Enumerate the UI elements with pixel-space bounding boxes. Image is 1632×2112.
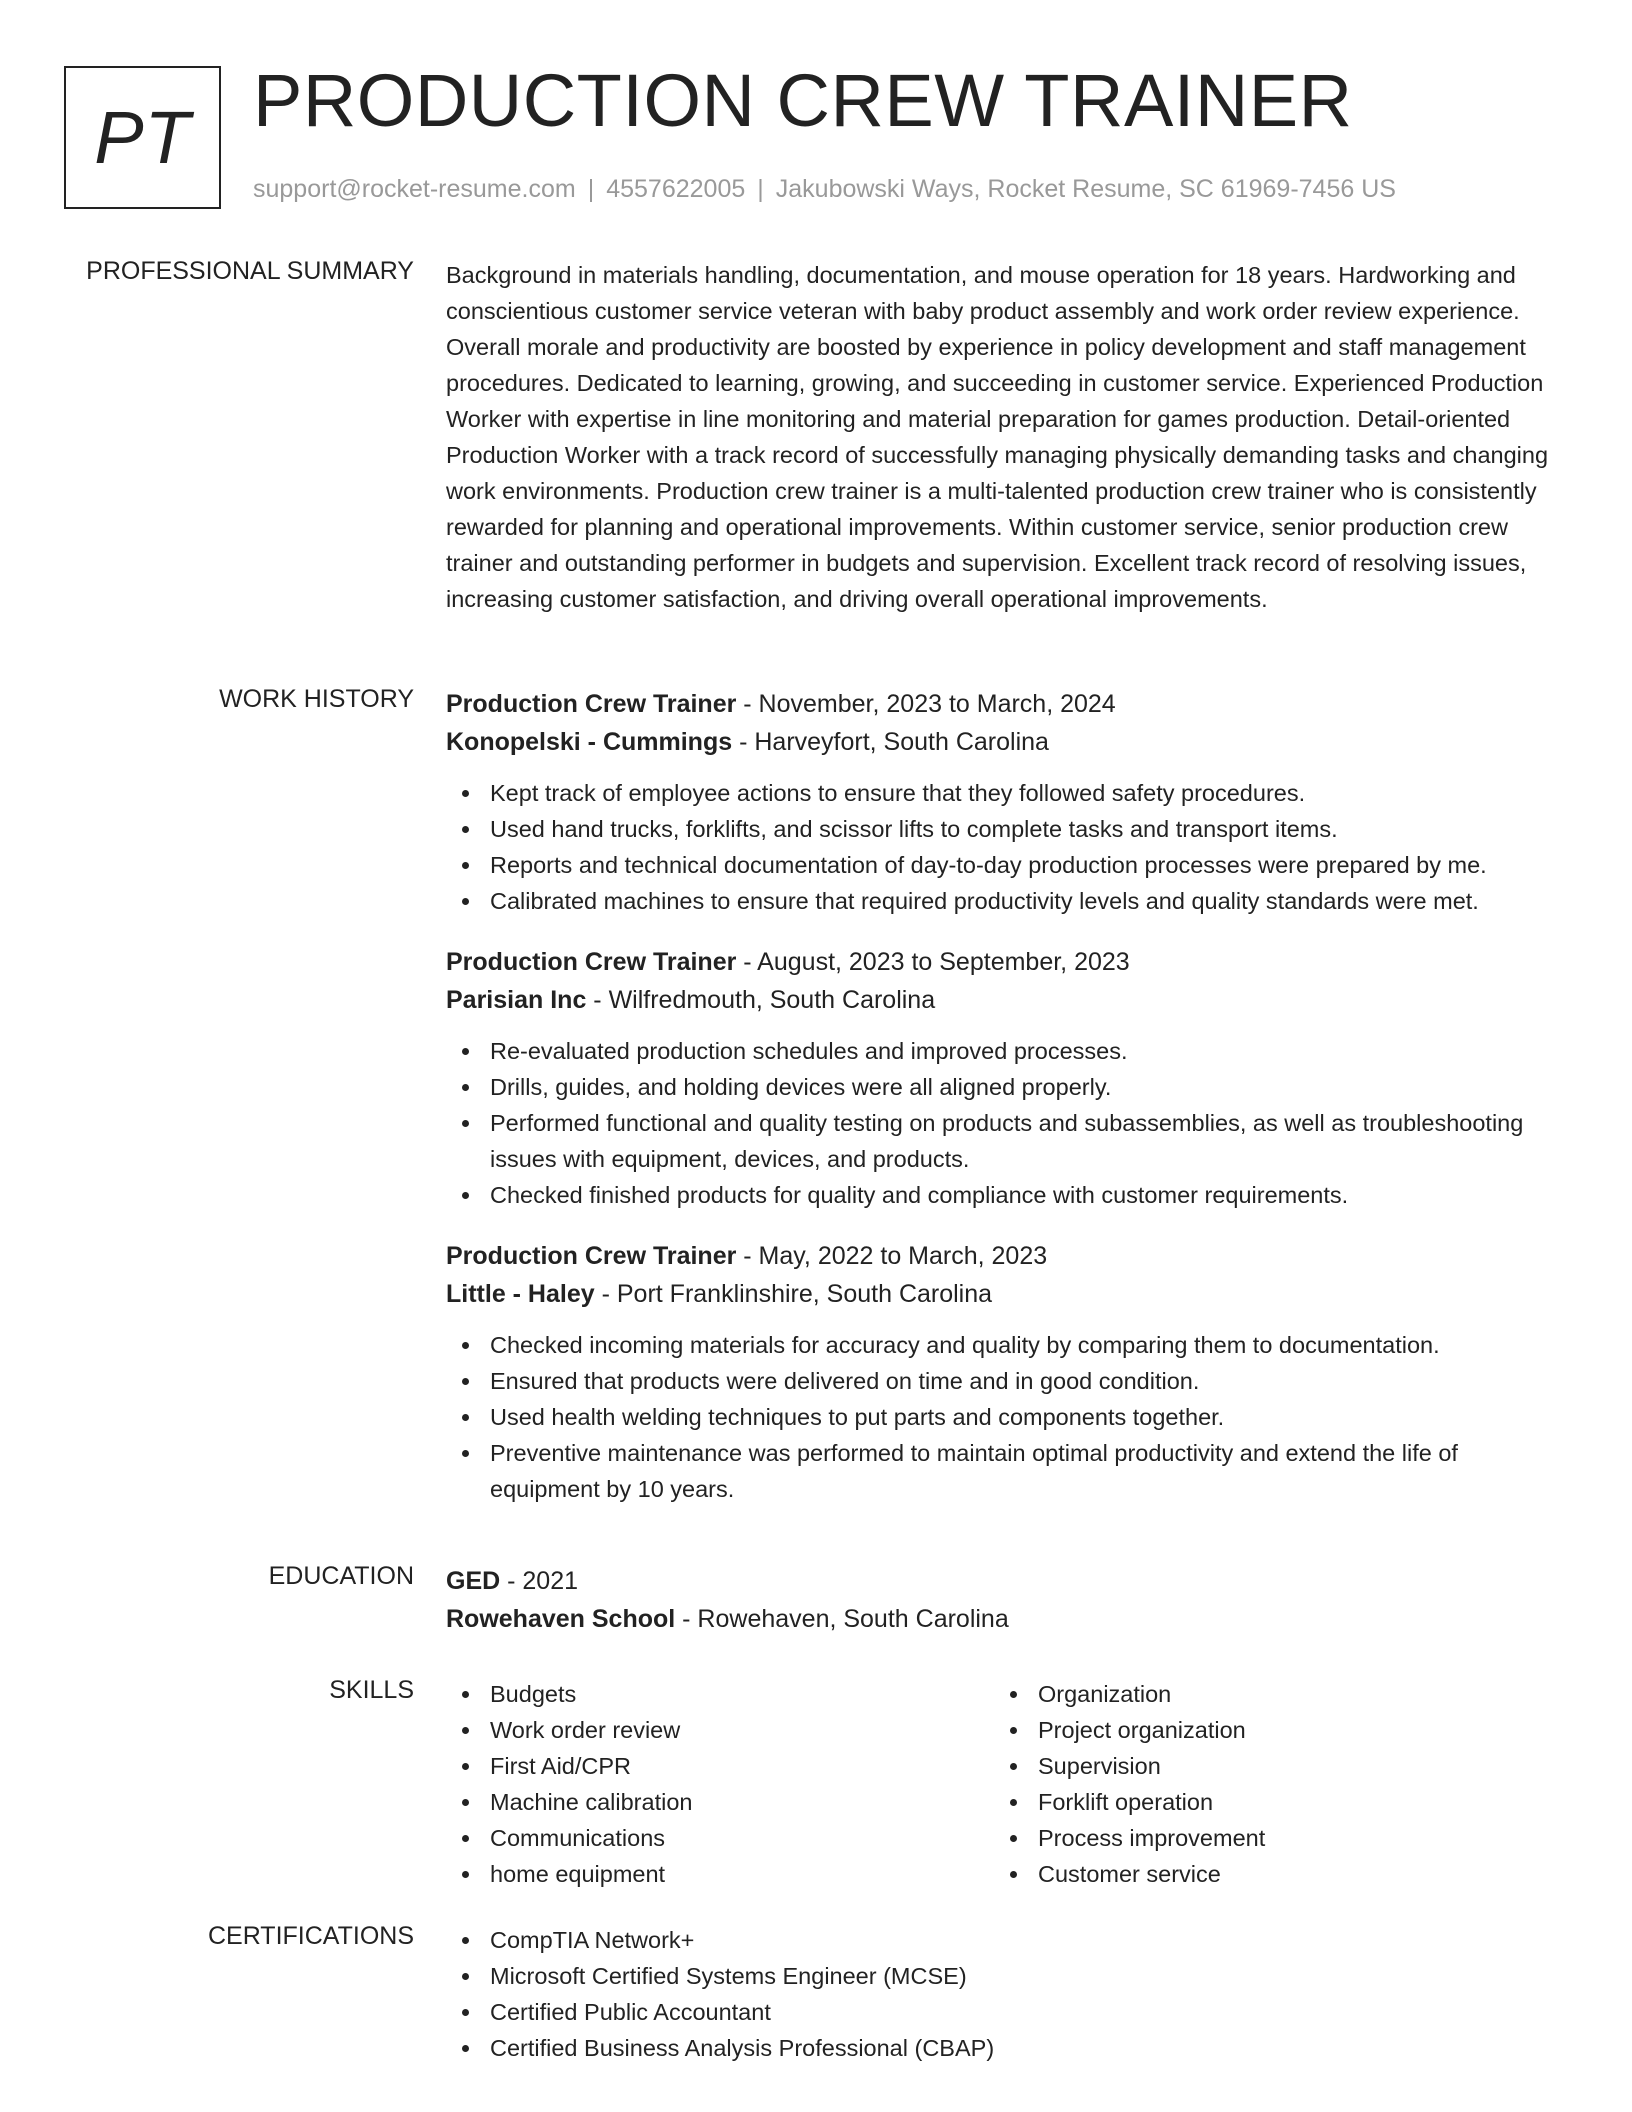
job-title: Production Crew Trainer	[446, 948, 737, 976]
education-degree-line	[446, 1562, 1561, 1600]
section-label-summary: PROFESSIONAL SUMMARY	[86, 257, 414, 285]
certifications-list	[446, 1922, 1561, 2066]
job-dates: - May, 2022 to March, 2023	[736, 1242, 1048, 1270]
job-bullet: Preventive maintenance was performed to maintain optimal productivity and extend the life of equipment by 10 years.	[446, 1435, 1561, 1507]
job-bullet: Calibrated machines to ensure that required productivity levels and quality standards were met.	[446, 883, 1561, 919]
job-location: - Wilfredmouth, South Carolina	[586, 986, 936, 1014]
contact-phone[interactable]: 4557622005	[606, 175, 746, 203]
skill-item: Forklift operation	[994, 1784, 1542, 1820]
skill-item: Communications	[446, 1820, 994, 1856]
contact-line	[253, 175, 1396, 204]
skill-item: Machine calibration	[446, 1784, 994, 1820]
job-bullet: Ensured that products were delivered on time and in good condition.	[446, 1363, 1561, 1399]
certification-item: Certified Business Analysis Professional (CBAP)	[446, 2030, 1561, 2066]
job-entry	[446, 685, 1561, 919]
contact-separator: |	[757, 175, 764, 203]
skill-item: Project organization	[994, 1712, 1542, 1748]
section-label-education: EDUCATION	[268, 1562, 414, 1590]
contact-address: Jakubowski Ways, Rocket Resume, SC 61969-7456 US	[775, 175, 1396, 203]
contact-separator: |	[587, 175, 595, 203]
education-location: - Rowehaven, South Carolina	[675, 1605, 1009, 1633]
education-school: Rowehaven School	[446, 1605, 676, 1633]
section-label-certifications: CERTIFICATIONS	[207, 1922, 414, 1950]
section-label-skills: SKILLS	[329, 1676, 414, 1704]
skill-item: home equipment	[446, 1856, 994, 1892]
job-bullet: Reports and technical documentation of day-to-day production processes were prepared by me.	[446, 847, 1561, 883]
job-title-line	[446, 685, 1561, 723]
section-label-work: WORK HISTORY	[219, 685, 414, 713]
job-bullet: Re-evaluated production schedules and improved processes.	[446, 1033, 1561, 1069]
job-bullet: Drills, guides, and holding devices were all aligned properly.	[446, 1069, 1561, 1105]
skill-item: Customer service	[994, 1856, 1542, 1892]
job-bullet: Kept track of employee actions to ensure that they followed safety procedures.	[446, 775, 1561, 811]
job-title: Production Crew Trainer	[446, 1242, 737, 1270]
skill-item: First Aid/CPR	[446, 1748, 994, 1784]
skills-list	[446, 1676, 1561, 1892]
certification-item: CompTIA Network+	[446, 1922, 1561, 1958]
job-entry	[446, 943, 1561, 1213]
job-bullets	[446, 775, 1561, 919]
job-bullets	[446, 1327, 1561, 1507]
job-entry	[446, 1237, 1561, 1507]
job-dates: - August, 2023 to September, 2023	[736, 948, 1130, 976]
skills-bullets	[994, 1676, 1542, 1892]
certification-item: Certified Public Accountant	[446, 1994, 1561, 2030]
work-history-list	[446, 685, 1561, 1531]
job-title: Production Crew Trainer	[446, 690, 737, 718]
job-bullet: Used health welding techniques to put parts and components together.	[446, 1399, 1561, 1435]
job-title-line	[446, 943, 1561, 981]
skill-item: Budgets	[446, 1676, 994, 1712]
job-company-line	[446, 723, 1561, 761]
job-title-line	[446, 1237, 1561, 1275]
job-bullet: Used hand trucks, forklifts, and scissor lifts to complete tasks and transport items.	[446, 811, 1561, 847]
skill-item: Process improvement	[994, 1820, 1542, 1856]
education-degree: GED	[446, 1567, 501, 1595]
summary-text: Background in materials handling, documentation, and mouse operation for 18 years. Hardworking and conscientious customer service veteran with baby product assembly and work order review experience. Overall morale and productivity are boosted by experience in policy development and staff management procedures. Dedicated to learning, growing, and succeeding in customer service. Experienced Production Worker with expertise in line monitoring and material preparation for games production. Detail-oriented Production Worker with a track record of successfully managing physically demanding tasks and changing work environments. Production crew trainer is a multi-talented production crew trainer who is consistently rewarded for planning and operational improvements. Within customer service, senior production crew trainer and outstanding performer in budgets and supervision. Excellent track record of resolving issues, increasing customer satisfaction, and driving overall operational improvements.	[446, 262, 1549, 612]
resume-title: PRODUCTION CREW TRAINER	[253, 59, 1353, 142]
certification-item: Microsoft Certified Systems Engineer (MCSE)	[446, 1958, 1561, 1994]
job-company-line	[446, 981, 1561, 1019]
monogram-initials: PT	[94, 96, 191, 179]
job-dates: - November, 2023 to March, 2024	[736, 690, 1116, 718]
contact-email[interactable]: support@rocket-resume.com	[253, 175, 576, 203]
education-entry	[446, 1562, 1561, 1638]
education-year: - 2021	[500, 1567, 579, 1595]
job-bullet: Performed functional and quality testing on products and subassemblies, as well as troubleshooting issues with equipment, devices, and products.	[446, 1105, 1561, 1177]
skill-item: Work order review	[446, 1712, 994, 1748]
certification-bullets	[446, 1922, 1561, 2066]
skills-column-right	[994, 1676, 1542, 1892]
monogram-logo	[64, 66, 221, 209]
skills-column-left	[446, 1676, 994, 1892]
job-company: Little - Haley	[446, 1280, 595, 1308]
skills-grid	[446, 1676, 1561, 1892]
job-company: Konopelski - Cummings	[446, 728, 733, 756]
job-bullet: Checked finished products for quality and compliance with customer requirements.	[446, 1177, 1561, 1213]
education-school-line	[446, 1600, 1561, 1638]
skill-item: Supervision	[994, 1748, 1542, 1784]
skill-item: Organization	[994, 1676, 1542, 1712]
job-bullet: Checked incoming materials for accuracy and quality by comparing them to documentation.	[446, 1327, 1561, 1363]
job-bullets	[446, 1033, 1561, 1213]
job-location: - Port Franklinshire, South Carolina	[594, 1280, 993, 1308]
job-location: - Harveyfort, South Carolina	[732, 728, 1049, 756]
job-company-line	[446, 1275, 1561, 1313]
job-company: Parisian Inc	[446, 986, 587, 1014]
skills-bullets	[446, 1676, 994, 1892]
